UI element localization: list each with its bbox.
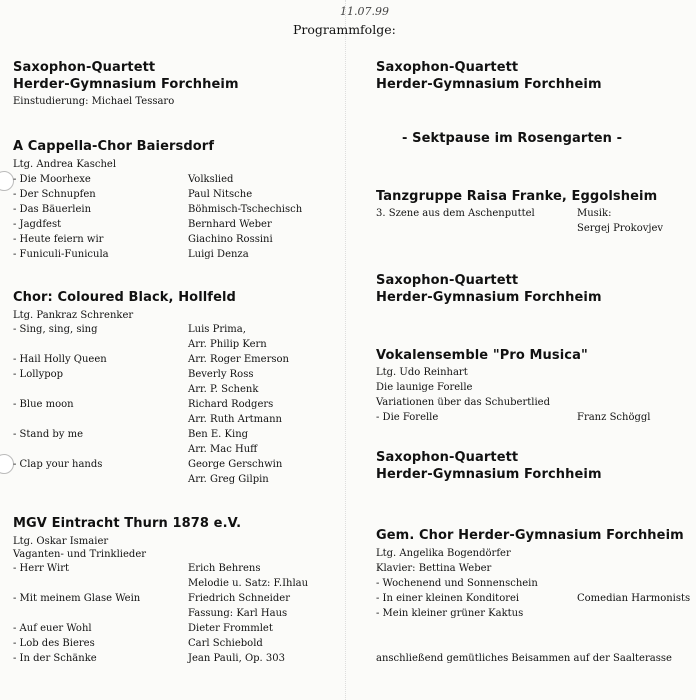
song-title: - In der Schänke bbox=[13, 653, 97, 664]
saxophon-quartett-2-school: Herder-Gymnasium Forchheim bbox=[376, 77, 602, 92]
song-title: - Das Bäuerlein bbox=[13, 204, 92, 215]
song-title: - Clap your hands bbox=[13, 459, 103, 470]
saxophon-quartett-3-title: Saxophon-Quartett bbox=[376, 273, 519, 288]
song-credit: Arr. P. Schenk bbox=[188, 384, 259, 395]
song-title: - Auf euer Wohl bbox=[13, 623, 92, 634]
saxophon-quartett-1-school: Herder-Gymnasium Forchheim bbox=[13, 77, 239, 92]
song-row bbox=[13, 337, 333, 352]
gem-chor-leader: Ltg. Angelika Bogendörfer bbox=[376, 548, 511, 559]
song-credit: George Gerschwin bbox=[188, 459, 283, 470]
song-row bbox=[13, 217, 333, 232]
song-title: - Herr Wirt bbox=[13, 563, 70, 574]
mgv-subtitle: Vaganten- und Trinklieder bbox=[13, 549, 147, 560]
song-row bbox=[13, 322, 333, 337]
vokalensemble-title: Vokalensemble "Pro Musica" bbox=[376, 348, 588, 363]
song-credit: Beverly Ross bbox=[188, 369, 254, 380]
song-row bbox=[13, 352, 333, 367]
song-credit: Carl Schiebold bbox=[188, 638, 263, 649]
song-credit: Jean Pauli, Op. 303 bbox=[188, 653, 285, 664]
song-title: - Heute feiern wir bbox=[13, 234, 104, 245]
song-credit: Luigi Denza bbox=[188, 249, 249, 260]
saxophon-quartett-2-title: Saxophon-Quartett bbox=[376, 60, 519, 75]
song-row bbox=[13, 382, 333, 397]
song-row bbox=[13, 457, 333, 472]
song-row bbox=[13, 621, 333, 636]
song-credit: Böhmisch-Tschechisch bbox=[188, 204, 303, 215]
vokalensemble-line2: Variationen über das Schubertlied bbox=[376, 397, 550, 408]
saxophon-quartett-1-title: Saxophon-Quartett bbox=[13, 60, 156, 75]
song-row bbox=[13, 591, 333, 606]
saxophon-quartett-3-school: Herder-Gymnasium Forchheim bbox=[376, 290, 602, 305]
song-row bbox=[13, 651, 333, 666]
song-credit: Richard Rodgers bbox=[188, 399, 274, 410]
song-row bbox=[13, 427, 333, 442]
closing-note: anschließend gemütliches Beisammen auf der Saalterasse bbox=[376, 653, 672, 664]
tanzgruppe-scene: 3. Szene aus dem Aschenputtel bbox=[376, 208, 535, 219]
punch-hole-bottom bbox=[0, 454, 14, 474]
mgv-title: MGV Eintracht Thurn 1878 e.V. bbox=[13, 516, 242, 531]
song-credit: Bernhard Weber bbox=[188, 219, 272, 230]
song-row bbox=[13, 606, 333, 621]
mgv-leader: Ltg. Oskar Ismaier bbox=[13, 536, 109, 547]
song-row bbox=[13, 232, 333, 247]
song-credit: Fassung: Karl Haus bbox=[188, 608, 288, 619]
song-title: - Stand by me bbox=[13, 429, 84, 440]
song-credit: Arr. Roger Emerson bbox=[188, 354, 289, 365]
song-title: - Hail Holly Queen bbox=[13, 354, 107, 365]
song-title: - Blue moon bbox=[13, 399, 74, 410]
song-row bbox=[13, 472, 333, 487]
song-row bbox=[13, 202, 333, 217]
vokalensemble-song: - Die Forelle bbox=[376, 412, 439, 423]
song-credit: Erich Behrens bbox=[188, 563, 261, 574]
handwritten-date: 11.07.99 bbox=[340, 5, 389, 18]
song-credit: Luis Prima, bbox=[188, 324, 246, 335]
coloured-black-title: Chor: Coloured Black, Hollfeld bbox=[13, 290, 236, 305]
song-row bbox=[13, 412, 333, 427]
saxophon-quartett-4-school: Herder-Gymnasium Forchheim bbox=[376, 467, 602, 482]
song-credit: Giachino Rossini bbox=[188, 234, 273, 245]
song-row bbox=[13, 247, 333, 262]
vokalensemble-composer: Franz Schöggl bbox=[577, 412, 651, 423]
punch-hole-top bbox=[0, 171, 14, 191]
cappella-title: A Cappella-Chor Baiersdorf bbox=[13, 139, 215, 154]
gem-chor-song-2: - In einer kleinen Konditorei bbox=[376, 593, 520, 604]
saxophon-quartett-1-note: Einstudierung: Michael Tessaro bbox=[13, 96, 175, 107]
song-title: - Lollypop bbox=[13, 369, 64, 380]
song-credit: Arr. Mac Huff bbox=[188, 444, 258, 455]
coloured-black-leader: Ltg. Pankraz Schrenker bbox=[13, 310, 134, 321]
song-credit: Ben E. King bbox=[188, 429, 249, 440]
song-title: - Lob des Bieres bbox=[13, 638, 95, 649]
song-row bbox=[13, 576, 333, 591]
song-credit: Friedrich Schneider bbox=[188, 593, 290, 604]
gem-chor-piano: Klavier: Bettina Weber bbox=[376, 563, 492, 574]
song-row bbox=[13, 397, 333, 412]
song-row bbox=[13, 367, 333, 382]
song-credit: Arr. Greg Gilpin bbox=[188, 474, 269, 485]
song-row bbox=[13, 187, 333, 202]
song-credit: Arr. Ruth Artmann bbox=[188, 414, 282, 425]
paper-fold-line bbox=[345, 0, 346, 700]
vokalensemble-line1: Die launige Forelle bbox=[376, 382, 473, 393]
tanzgruppe-music-label: Musik: bbox=[577, 208, 612, 219]
song-row bbox=[13, 442, 333, 457]
gem-chor-credit: Comedian Harmonists bbox=[577, 593, 691, 604]
song-row bbox=[13, 636, 333, 651]
saxophon-quartett-4-title: Saxophon-Quartett bbox=[376, 450, 519, 465]
song-title: - Die Moorhexe bbox=[13, 174, 91, 185]
song-title: - Der Schnupfen bbox=[13, 189, 96, 200]
tanzgruppe-title: Tanzgruppe Raisa Franke, Eggolsheim bbox=[376, 189, 658, 204]
sektpause: - Sektpause im Rosengarten - bbox=[402, 131, 623, 146]
gem-chor-song-1: - Wochenend und Sonnenschein bbox=[376, 578, 538, 589]
gem-chor-song-3: - Mein kleiner grüner Kaktus bbox=[376, 608, 524, 619]
song-title: - Sing, sing, sing bbox=[13, 324, 98, 335]
song-title: - Jagdfest bbox=[13, 219, 62, 230]
vokalensemble-leader: Ltg. Udo Reinhart bbox=[376, 367, 468, 378]
song-credit: Melodie u. Satz: F.Ihlau bbox=[188, 578, 309, 589]
song-title: - Mit meinem Glase Wein bbox=[13, 593, 141, 604]
song-row bbox=[13, 172, 333, 187]
song-credit: Dieter Frommlet bbox=[188, 623, 273, 634]
song-credit: Volkslied bbox=[188, 174, 234, 185]
page-title: Programmfolge: bbox=[293, 22, 396, 37]
song-credit: Paul Nitsche bbox=[188, 189, 253, 200]
cappella-leader: Ltg. Andrea Kaschel bbox=[13, 159, 117, 170]
song-row bbox=[13, 561, 333, 576]
song-title: - Funiculi-Funicula bbox=[13, 249, 109, 260]
gem-chor-title: Gem. Chor Herder-Gymnasium Forchheim bbox=[376, 528, 684, 543]
tanzgruppe-composer: Sergej Prokovjev bbox=[577, 223, 664, 234]
song-credit: Arr. Philip Kern bbox=[188, 339, 267, 350]
